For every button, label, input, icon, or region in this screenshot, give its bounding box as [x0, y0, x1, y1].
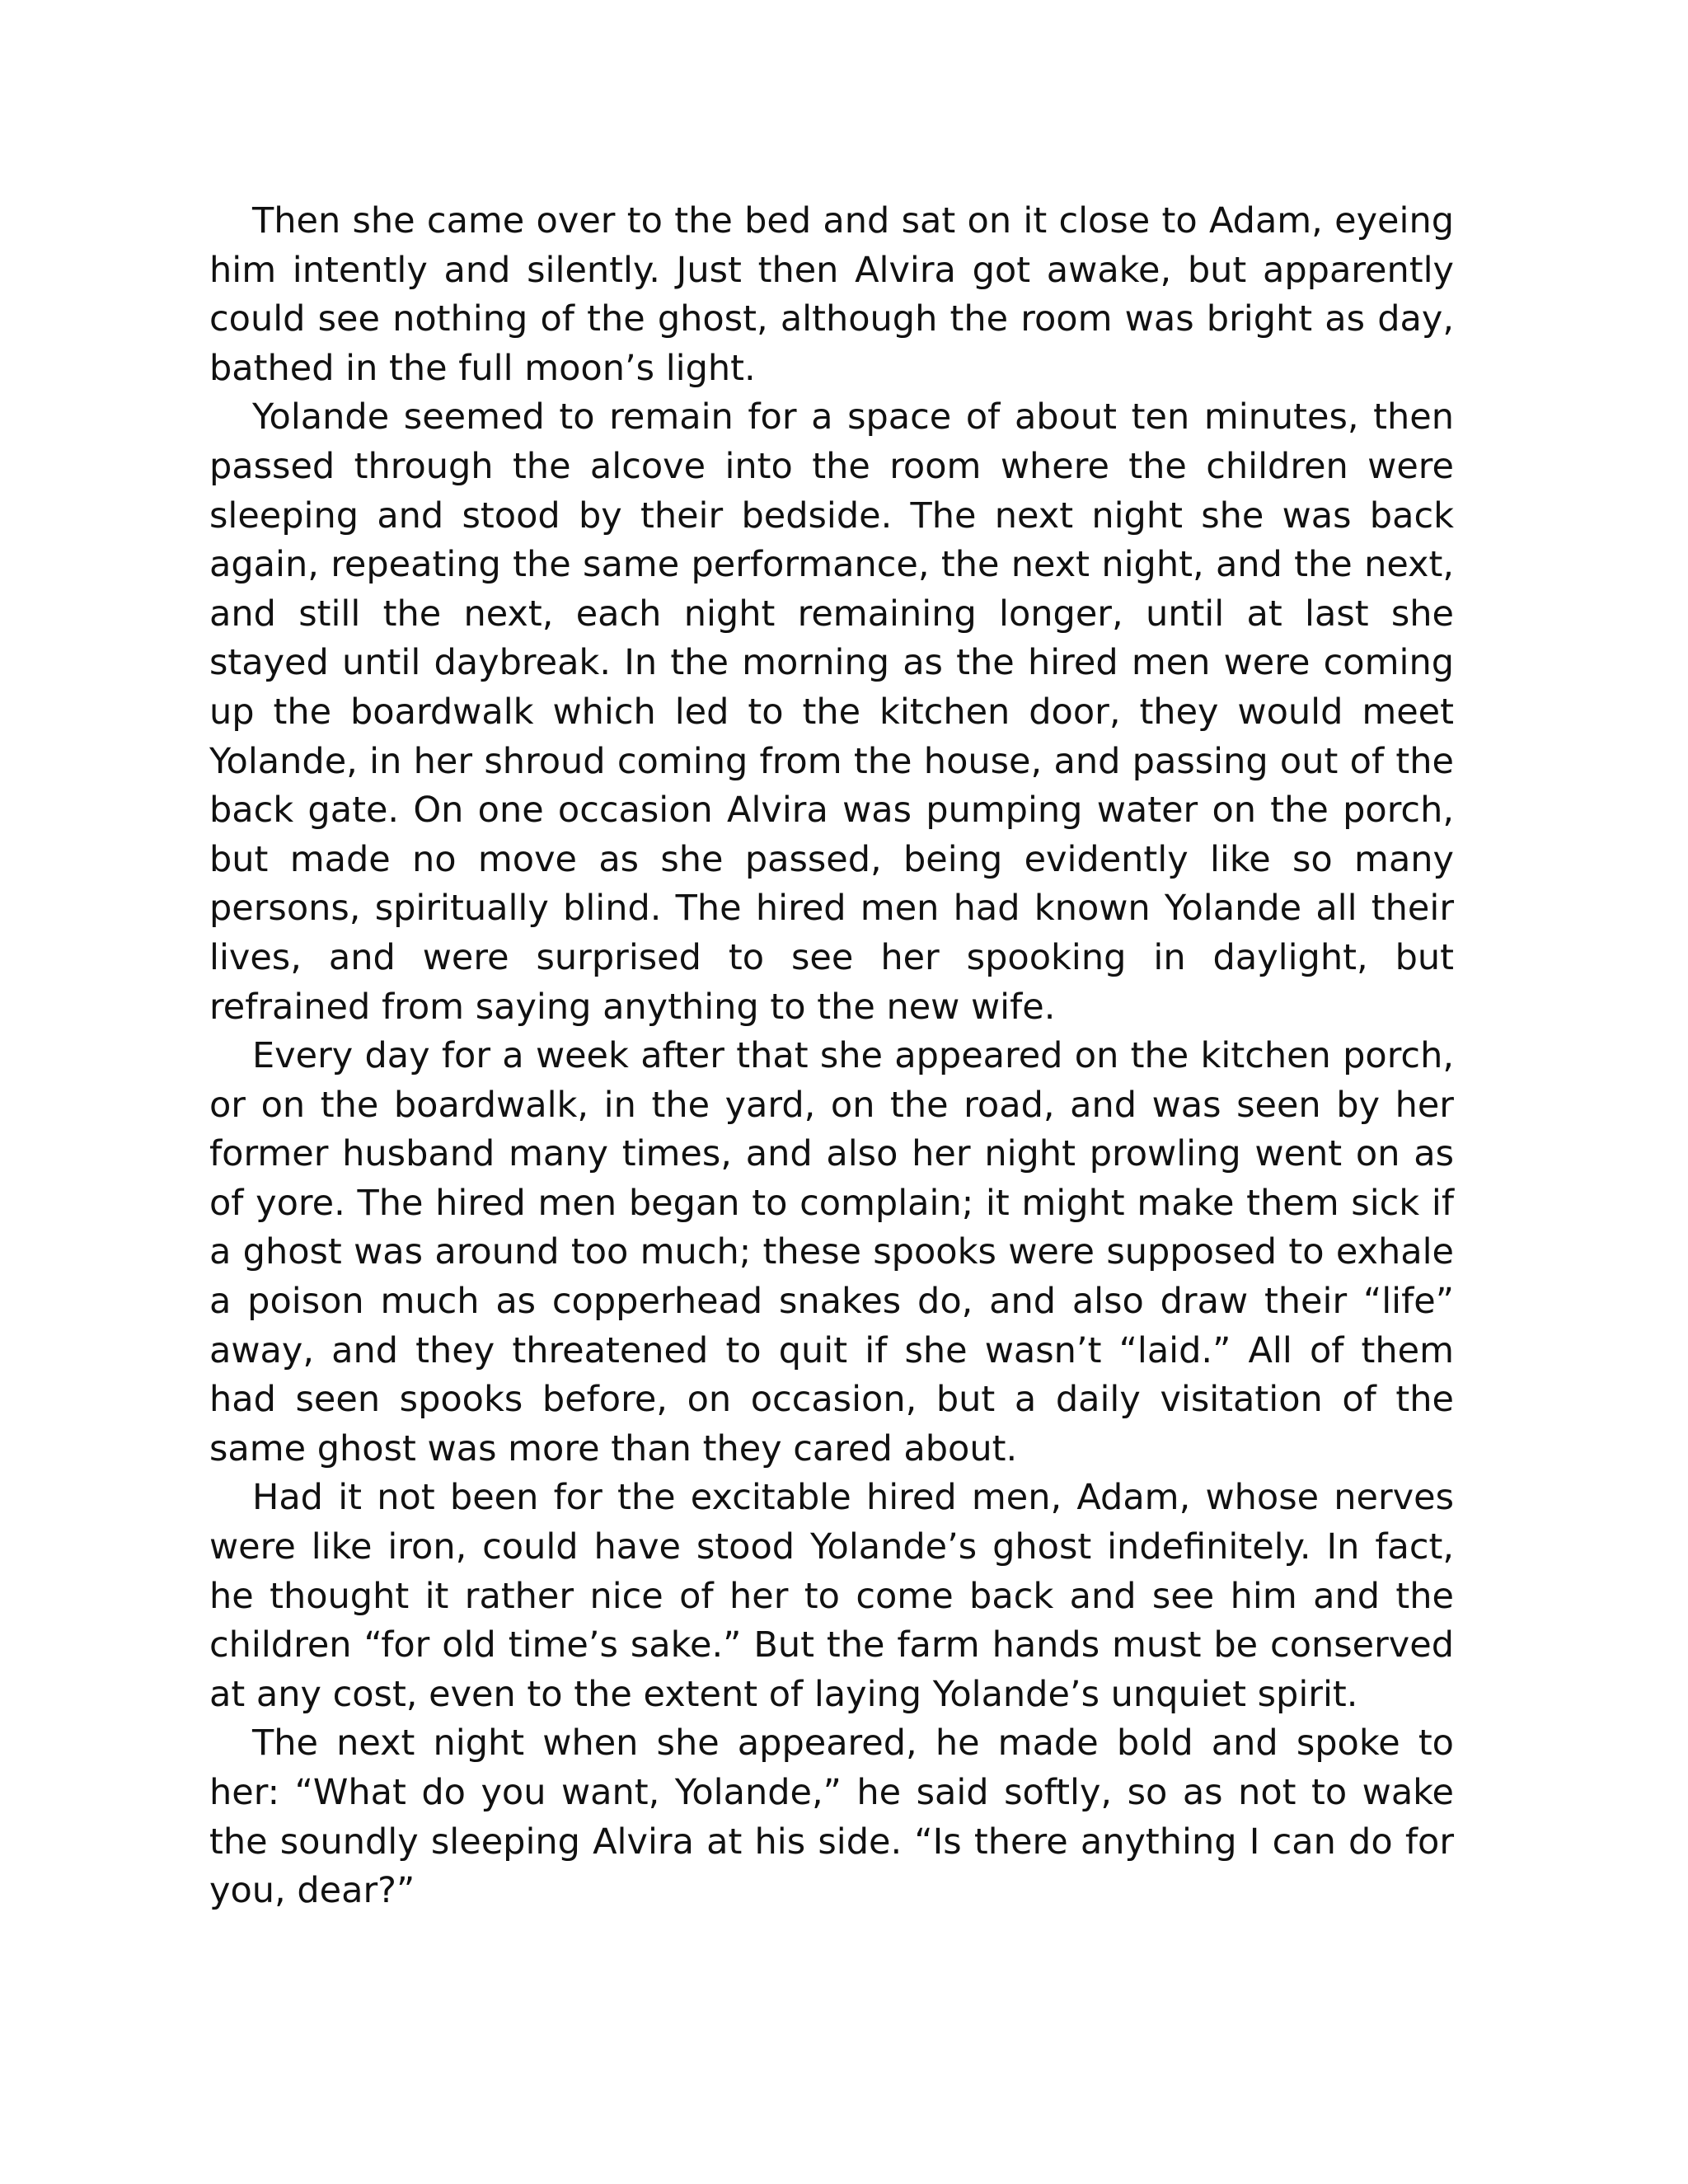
document-page — [209, 197, 1454, 1916]
paragraph: Every day for a week after that she appeared on the kitchen porch, or on the boardwalk, in the yard, on the road, and was seen by her former husband many times, and also her night prowling went on as of yore. The hired men began to complain; it might make them sick if a ghost was around too much; these spooks were supposed to exhale a poison much as copperhead snakes do, and also draw their “life” away, and they threatened to quit if she wasn’t “laid.” All of them had seen spooks before, on occasion, but a daily visitation of the same ghost was more than they cared about. — [209, 1035, 1454, 1469]
paragraph: Then she came over to the bed and sat on it close to Adam, eyeing him intently and silently. Just then Alvira got awake, but apparently could see nothing of the ghost, although the room was bright as day, bathed in the full moon’s light. — [209, 200, 1454, 389]
paragraph: Yolande seemed to remain for a space of about ten minutes, then passed through the alcove into the room where the children were sleeping and stood by their bedside. The next night she was back again, repeating the same performance, the next night, and the next, and still the next, each night remaining longer, until at last she stayed until daybreak. In the morning as the hired men were coming up the boardwalk which led to the kitchen door, they would meet Yolande, in her shroud coming from the house, and passing out of the back gate. On one occasion Alvira was pumping water on the porch, but made no move as she passed, being evidently like so many persons, spiritually blind. The hired men had known Yolande all their lives, and were surprised to see her spooking in daylight, but refrained from saying anything to the new wife. — [209, 396, 1454, 1028]
paragraph: The next night when she appeared, he made bold and spoke to her: “What do you want, Yolande,” he said softly, so as not to wake the soundly sleeping Alvira at his side. “Is there anything I can do for you, dear?” — [209, 1722, 1454, 1912]
paragraph: Had it not been for the excitable hired men, Adam, whose nerves were like iron, could have stood Yolande’s ghost indefinitely. In fact, he thought it rather nice of her to come back and see him and the children “for old time’s sake.” But the farm hands must be conserved at any cost, even to the extent of laying Yolande’s unquiet spirit. — [209, 1477, 1454, 1715]
